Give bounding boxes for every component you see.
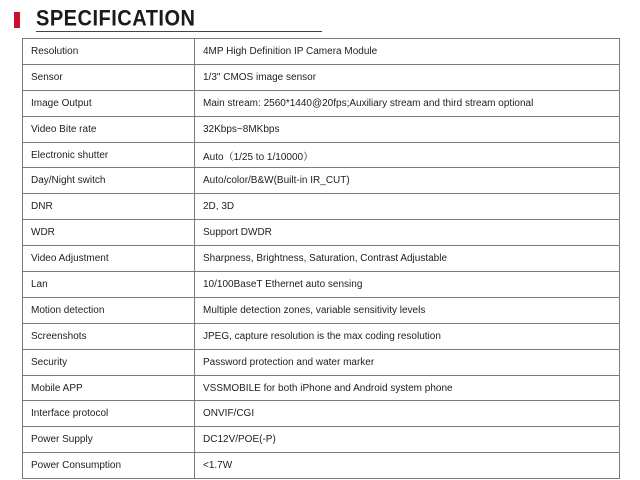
spec-label: Mobile APP [23, 375, 195, 401]
spec-value: 4MP High Definition IP Camera Module [195, 39, 620, 65]
spec-value: 2D, 3D [195, 194, 620, 220]
spec-table [22, 38, 620, 479]
spec-label: Power Consumption [23, 453, 195, 479]
spec-value: 1/3" CMOS image sensor [195, 64, 620, 90]
page-title: SPECIFICATION [36, 7, 196, 32]
spec-label: Power Supply [23, 427, 195, 453]
spec-value: Auto（1/25 to 1/10000） [195, 142, 620, 168]
table-row [23, 64, 620, 90]
spec-label: Image Output [23, 90, 195, 116]
spec-label: Interface protocol [23, 401, 195, 427]
table-row [23, 168, 620, 194]
spec-label: Day/Night switch [23, 168, 195, 194]
table-row [23, 427, 620, 453]
spec-label: Sensor [23, 64, 195, 90]
spec-label: Security [23, 349, 195, 375]
spec-value: ONVIF/CGI [195, 401, 620, 427]
table-row [23, 194, 620, 220]
spec-value: Sharpness, Brightness, Saturation, Contrast Adjustable [195, 246, 620, 272]
spec-value: VSSMOBILE for both iPhone and Android system phone [195, 375, 620, 401]
spec-label: Resolution [23, 39, 195, 65]
table-row [23, 323, 620, 349]
table-row [23, 142, 620, 168]
table-row [23, 90, 620, 116]
table-row [23, 297, 620, 323]
table-row [23, 349, 620, 375]
spec-label: Lan [23, 272, 195, 298]
table-row [23, 246, 620, 272]
spec-label: Motion detection [23, 297, 195, 323]
spec-label: DNR [23, 194, 195, 220]
accent-bar [14, 12, 20, 28]
spec-value: <1.7W [195, 453, 620, 479]
spec-label: Video Bite rate [23, 116, 195, 142]
table-row [23, 375, 620, 401]
spec-value: Main stream: 2560*1440@20fps;Auxiliary stream and third stream optional [195, 90, 620, 116]
table-row [23, 453, 620, 479]
table-row [23, 39, 620, 65]
spec-value: DC12V/POE(-P) [195, 427, 620, 453]
table-row [23, 220, 620, 246]
table-row [23, 401, 620, 427]
spec-label: WDR [23, 220, 195, 246]
spec-value: 10/100BaseT Ethernet auto sensing [195, 272, 620, 298]
spec-value: Auto/color/B&W(Built-in IR_CUT) [195, 168, 620, 194]
spec-label: Video Adjustment [23, 246, 195, 272]
spec-label: Screenshots [23, 323, 195, 349]
spec-value: Password protection and water marker [195, 349, 620, 375]
spec-value: JPEG, capture resolution is the max coding resolution [195, 323, 620, 349]
spec-value: 32Kbps~8MKbps [195, 116, 620, 142]
spec-label: Electronic shutter [23, 142, 195, 168]
spec-value: Support DWDR [195, 220, 620, 246]
title-underline [36, 31, 322, 32]
table-row [23, 272, 620, 298]
table-row [23, 116, 620, 142]
spec-value: Multiple detection zones, variable sensitivity levels [195, 297, 620, 323]
spec-header [14, 4, 314, 34]
